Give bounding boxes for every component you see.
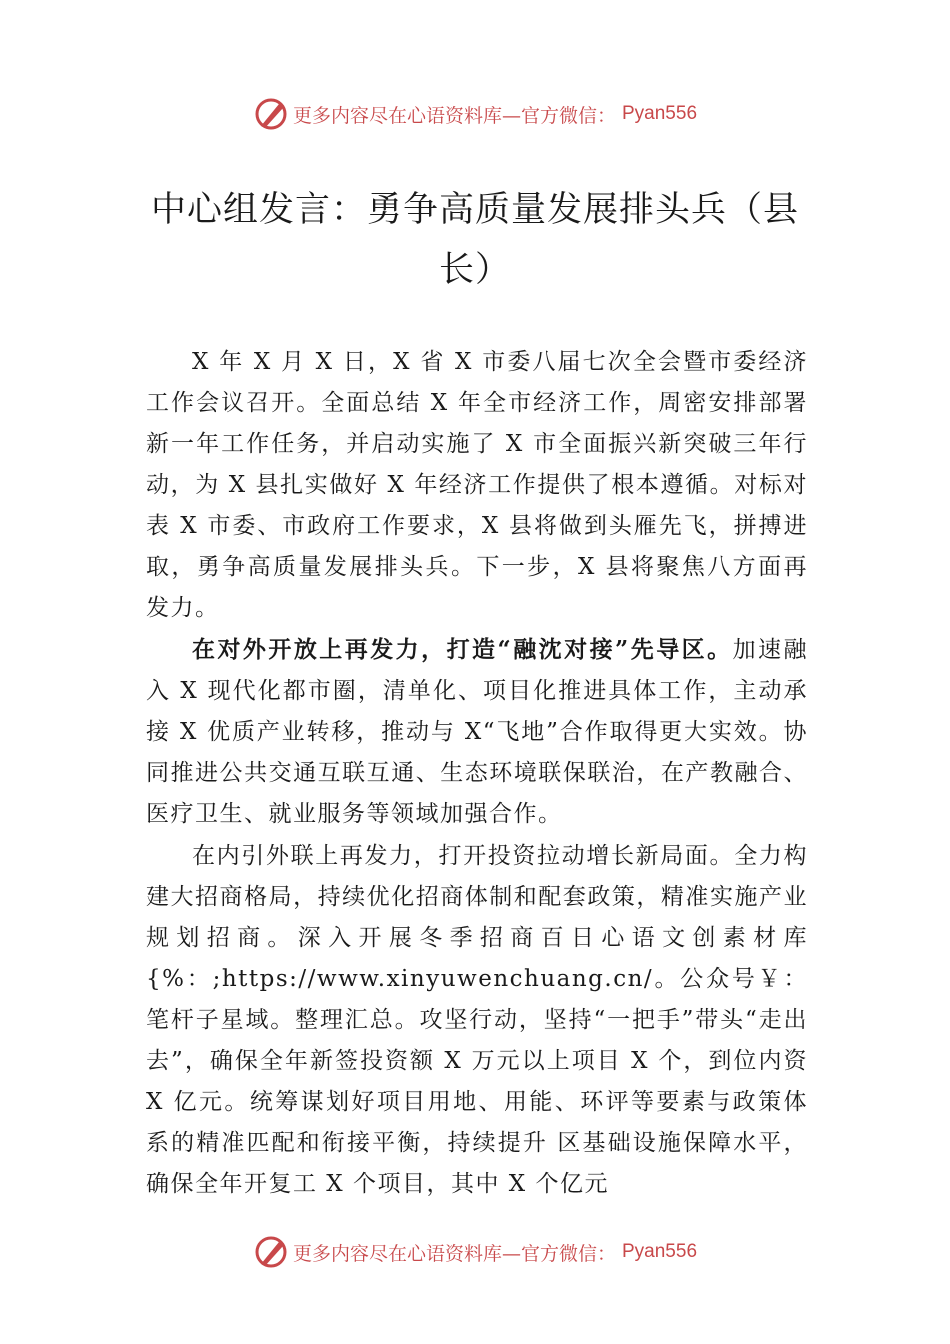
header-banner-text: 更多内容尽在心语资料库—官方微信： xyxy=(292,104,616,127)
paragraph xyxy=(146,835,808,1205)
footer-banner-text: 更多内容尽在心语资料库—官方微信： xyxy=(292,1242,616,1265)
paragraph xyxy=(146,341,808,629)
paragraph-text: 加速融入 X 现代化都市圈，清单化、项目化推进具体工作，主动承接 X 优质产业转移，推动与 X“飞地”合作取得更大实效。协同推进公共交通互联互通、生态环境联保联治，在产教融合、医疗卫生、就业服务等领域加强合作。 xyxy=(146,637,808,827)
paragraph-lead: 在对外开放上再发力，打造“融沈对接”先导区。 xyxy=(192,636,733,663)
footer-wechat-id: Pyan556 xyxy=(622,1241,698,1262)
pen-logo-icon xyxy=(253,96,289,132)
document-title: 中心组发言：勇争高质量发展排头兵（县长） xyxy=(150,190,799,290)
pen-logo-icon xyxy=(253,1234,289,1270)
header-wechat-id: Pyan556 xyxy=(622,103,698,124)
paragraph-text: 在内引外联上再发力，打开投资拉动增长新局面。全力构建大招商格局，持续优化招商体制和配套政策，精准实施产业规划招商。深入开展冬季招商百日心语文创素材库{%：;https://www.xinyuwenchuang.cn/。公众号￥：笔杆子星域。整理汇总。攻坚行动，坚持“一把手”带头“走出去”，确保全年新签投资额 X 万元以上项目 X 个，到位内资 X 亿元。统筹谋划好项目用地、用能、环评等要素与政策体系的精准匹配和衔接平衡，持续提升 区基础设施保障水平，确保全年开复工 X 个项目，其中 X 个亿元 xyxy=(146,843,808,1197)
document-body xyxy=(146,341,808,1205)
header-watermark-banner xyxy=(0,94,950,134)
paragraph xyxy=(146,629,808,835)
paragraph-text: X 年 X 月 X 日，X 省 X 市委八届七次全会暨市委经济工作会议召开。全面总结 X 年全市经济工作，周密安排部署新一年工作任务，并启动实施了 X 市全面振兴新突破三年行动，为 X 县扎实做好 X 年经济工作提供了根本遵循。对标对表 X 市委、市政府工作要求，X 县将做到头雁先飞，拼搏进取，勇争高质量发展排头兵。下一步，X 县将聚焦八方面再发力。 xyxy=(146,349,808,621)
footer-watermark-banner xyxy=(0,1232,950,1272)
